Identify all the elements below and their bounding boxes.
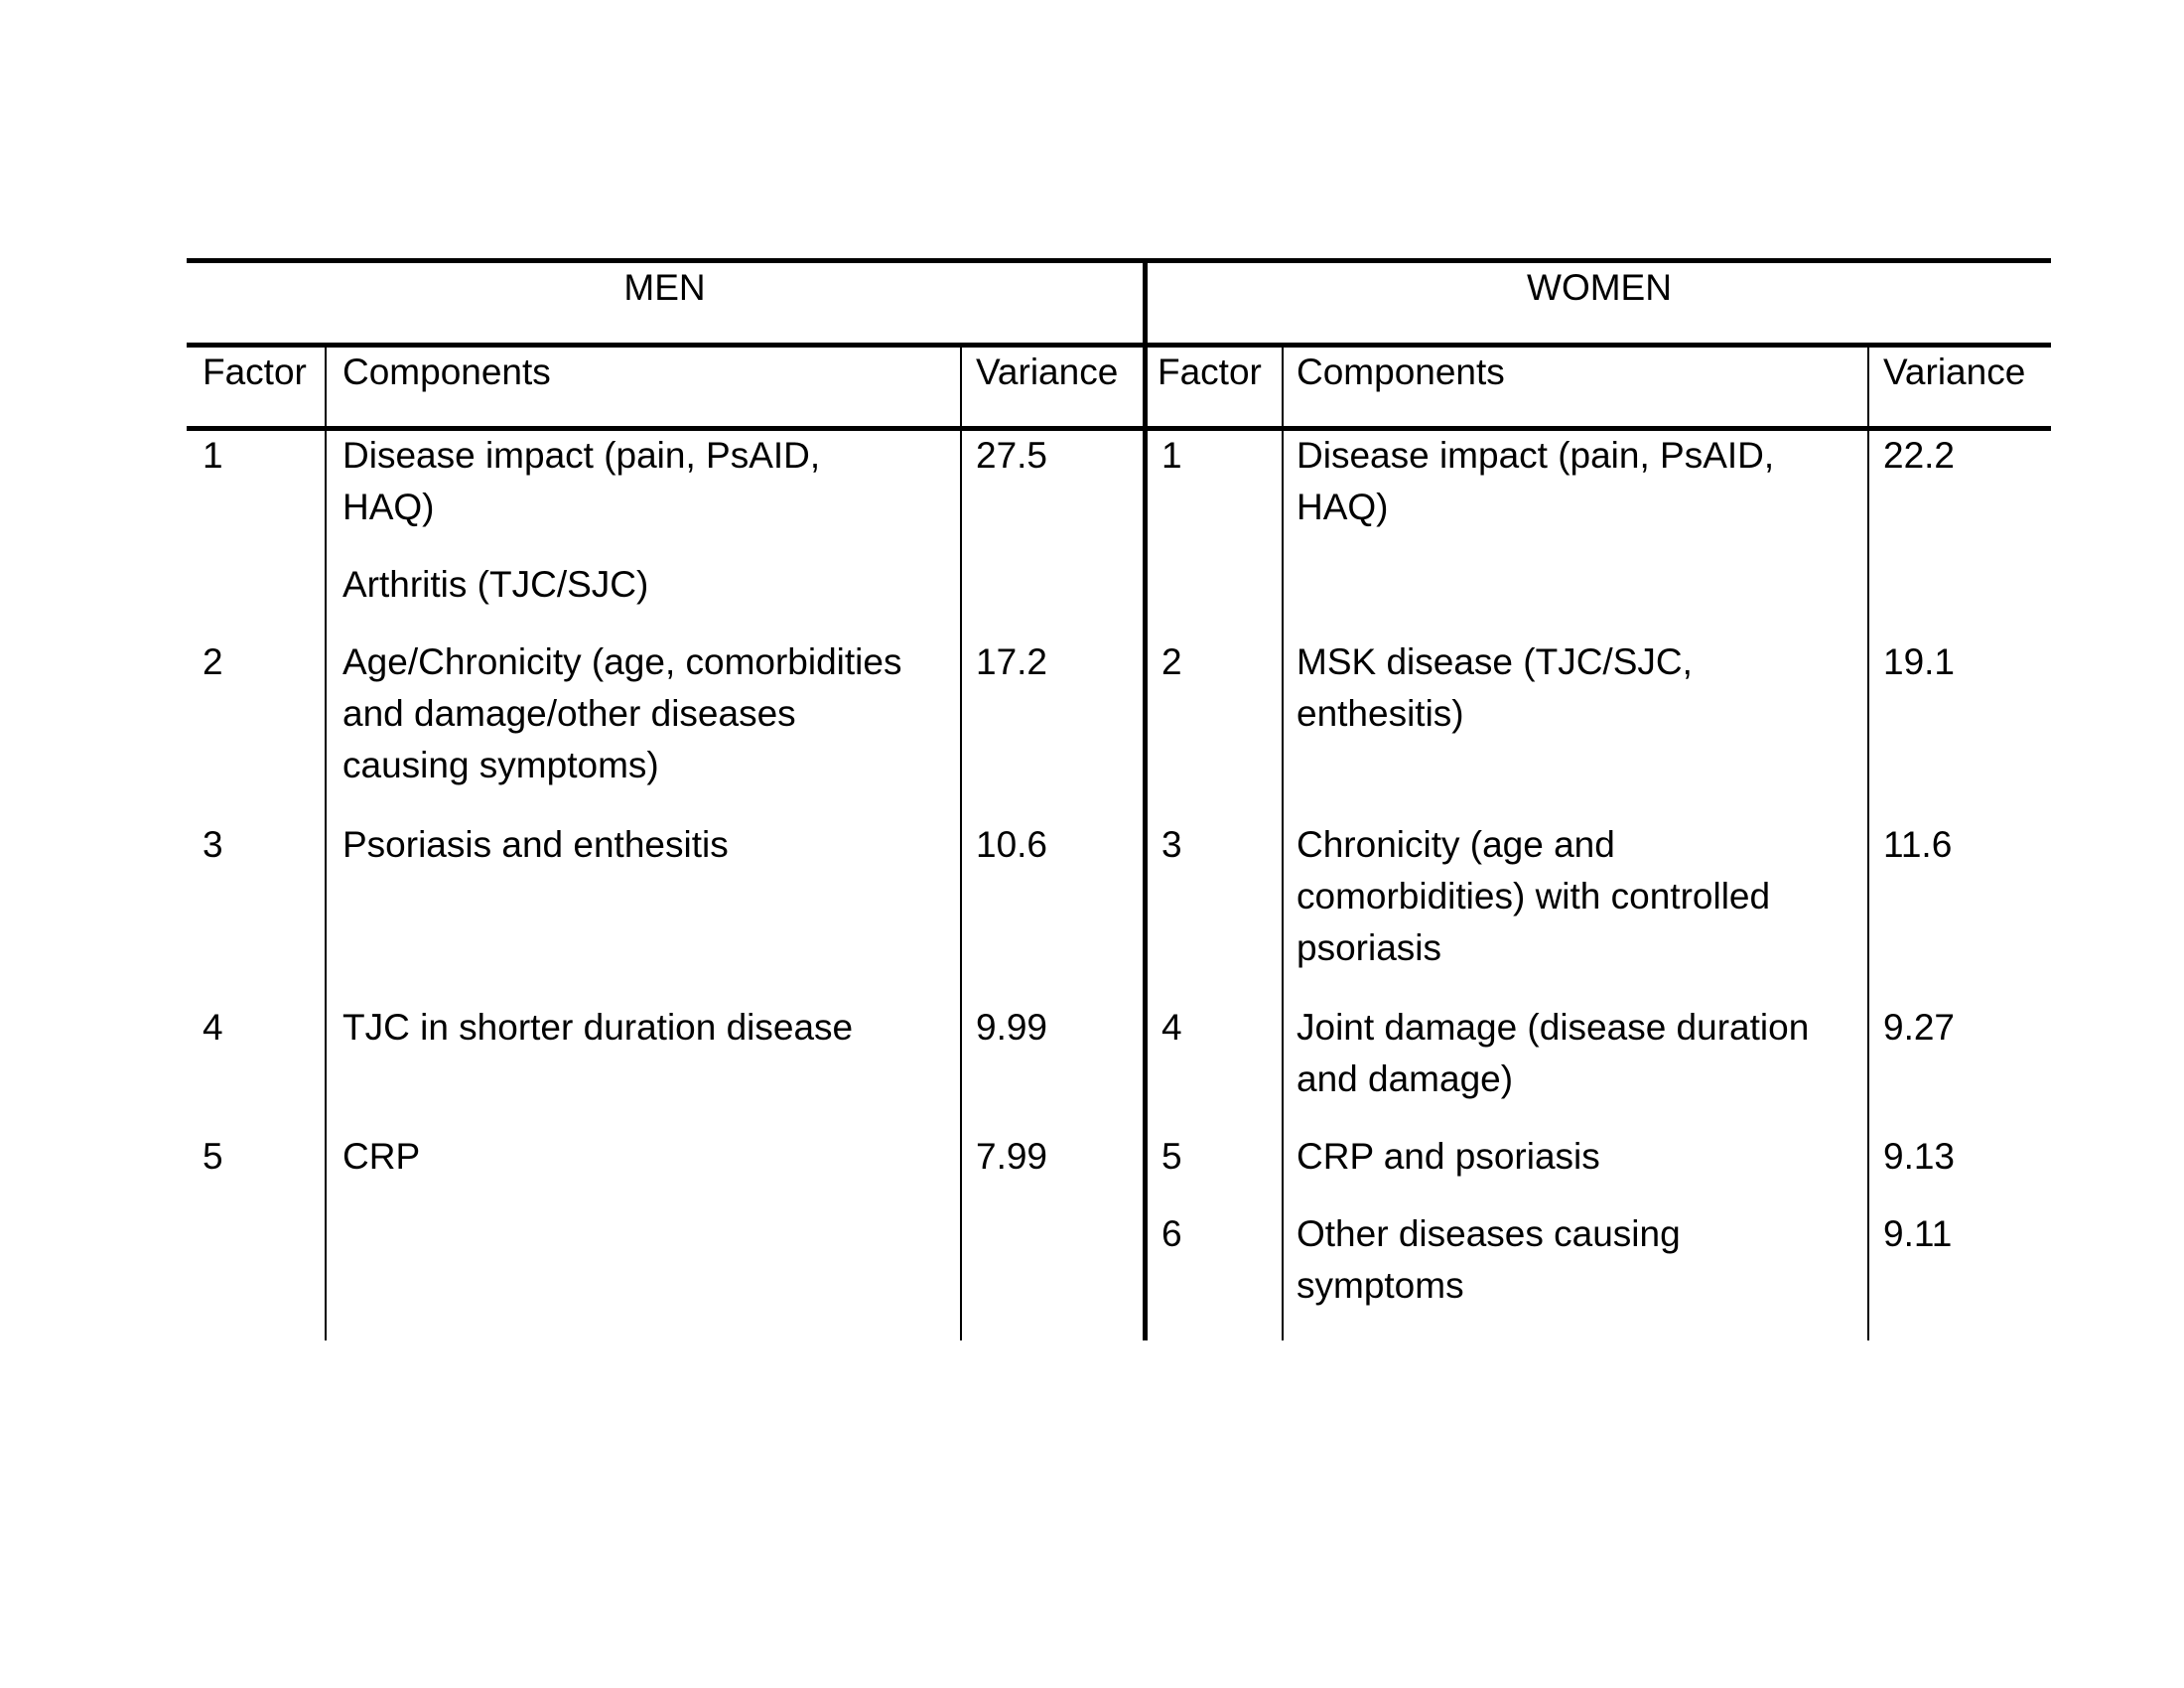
women-row-1-components-line-1: Disease impact (pain, PsAID, xyxy=(1297,435,1775,476)
men-row-1-components-extra: Arthritis (TJC/SJC) xyxy=(342,564,649,605)
men-components-header: Components xyxy=(342,352,551,392)
women-row-5-components-line-1: CRP and psoriasis xyxy=(1297,1136,1600,1177)
men-variance-header: Variance xyxy=(976,352,1119,392)
women-factor-header: Factor xyxy=(1158,352,1262,392)
men-row-2-variance: 17.2 xyxy=(976,641,1048,682)
men-row-3-components-line-1: Psoriasis and enthesitis xyxy=(342,824,729,865)
women-row-4-variance: 9.27 xyxy=(1883,1007,1956,1048)
women-row-3-variance: 11.6 xyxy=(1883,824,1953,865)
women-row-1-factor: 1 xyxy=(1161,435,1182,476)
women-row-6-components-line-2: symptoms xyxy=(1297,1265,1464,1306)
men-row-3-factor: 3 xyxy=(203,824,223,865)
women-components-header: Components xyxy=(1297,352,1505,392)
women-row-3-components-line-1: Chronicity (age and xyxy=(1297,824,1615,865)
men-row-5-factor: 5 xyxy=(203,1136,223,1177)
men-row-5-components-line-1: CRP xyxy=(342,1136,421,1177)
men-row-4-components-line-1: TJC in shorter duration disease xyxy=(342,1007,854,1048)
men-row-4-factor: 4 xyxy=(203,1007,223,1048)
women-row-5-factor: 5 xyxy=(1161,1136,1182,1177)
women-factor-divider xyxy=(1282,345,1284,1340)
women-row-1-variance: 22.2 xyxy=(1883,435,1956,476)
men-row-1-variance: 27.5 xyxy=(976,435,1048,476)
women-row-2-variance: 19.1 xyxy=(1883,641,1956,682)
women-row-1-components-line-2: HAQ) xyxy=(1297,487,1389,527)
women-row-2-factor: 2 xyxy=(1161,641,1182,682)
men-row-4-variance: 9.99 xyxy=(976,1007,1048,1048)
men-factor-divider xyxy=(325,345,327,1340)
men-factor-header: Factor xyxy=(203,352,307,392)
women-row-3-factor: 3 xyxy=(1161,824,1182,865)
men-row-1-components-line-2: HAQ) xyxy=(342,487,435,527)
women-variance-header: Variance xyxy=(1883,352,2026,392)
women-row-4-components-line-1: Joint damage (disease duration xyxy=(1297,1007,1810,1048)
men-row-2-components-line-2: and damage/other diseases xyxy=(342,693,796,734)
women-row-5-variance: 9.13 xyxy=(1883,1136,1956,1177)
group-divider xyxy=(1143,260,1148,1340)
men-components-divider xyxy=(960,345,962,1340)
women-row-6-variance: 9.11 xyxy=(1883,1213,1953,1254)
men-row-2-components-line-1: Age/Chronicity (age, comorbidities xyxy=(342,641,902,682)
women-row-4-factor: 4 xyxy=(1161,1007,1182,1048)
men-row-1-components-line-1: Disease impact (pain, PsAID, xyxy=(342,435,821,476)
women-row-4-components-line-2: and damage) xyxy=(1297,1058,1514,1099)
women-row-3-components-line-2: comorbidities) with controlled xyxy=(1297,876,1771,916)
men-row-2-factor: 2 xyxy=(203,641,223,682)
women-row-2-components-line-2: enthesitis) xyxy=(1297,693,1464,734)
men-row-3-variance: 10.6 xyxy=(976,824,1048,865)
women-row-6-factor: 6 xyxy=(1161,1213,1182,1254)
men-row-2-components-line-3: causing symptoms) xyxy=(342,745,659,785)
men-row-5-variance: 7.99 xyxy=(976,1136,1048,1177)
women-row-3-components-line-3: psoriasis xyxy=(1297,927,1441,968)
women-row-6-components-line-1: Other diseases causing xyxy=(1297,1213,1681,1254)
women-components-divider xyxy=(1867,345,1869,1340)
women-row-2-components-line-1: MSK disease (TJC/SJC, xyxy=(1297,641,1693,682)
men-group-header: MEN xyxy=(623,267,706,308)
women-group-header: WOMEN xyxy=(1527,267,1672,308)
men-row-1-factor: 1 xyxy=(203,435,223,476)
